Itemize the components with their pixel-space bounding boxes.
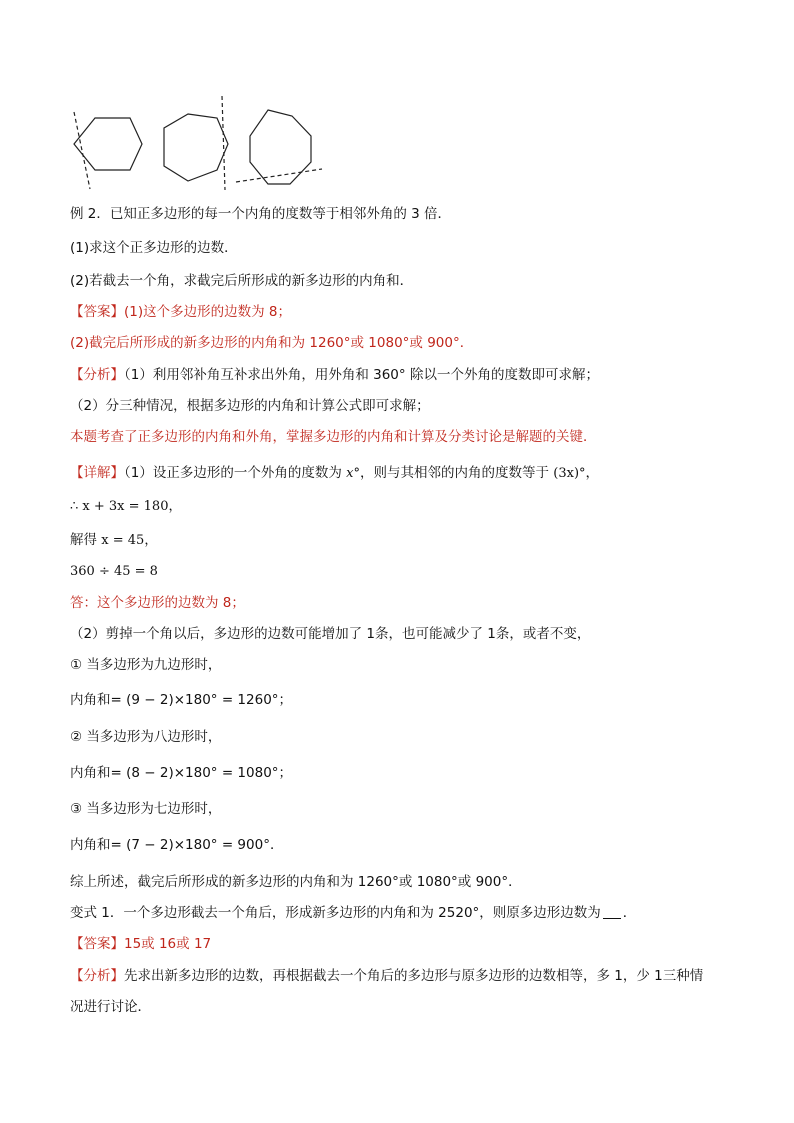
octagon-cut-line [236,169,322,182]
octagon-figure [236,110,322,184]
octagon-shape [250,110,311,184]
summary: 综上所述，截完后所形成的新多边形的内角和为 1260°或 1080°或 900°． [70,874,522,890]
variant1-answer: 15或 16或 17 [124,936,212,952]
example2-answer1-line [70,302,291,322]
detail1-text2: ，则与其相邻的内角的度数等于 [359,465,554,481]
case-3-equation: 内角和= (7 − 2)×180° = 900°． [70,837,284,853]
solve-line [70,530,157,551]
detail1-text: （1）设正多边形的一个外角的度数为 [124,465,347,481]
example2-analysis1-line [70,365,599,385]
variant1-answer-line [70,934,211,954]
answer-tag: 【答案】 [70,304,124,320]
heptagon-shape [164,114,228,181]
analysis-tag: 【分析】 [70,367,124,383]
example2-analysis3: 本题考查了正多边形的内角和外角，掌握多边形的内角和计算及分类讨论是解题的关键． [70,429,597,445]
conclusion-1: 答：这个多边形的边数为 8； [70,595,245,611]
variant1-analysis-tag: 【分析】 [70,968,124,984]
solve-label: 解得 [70,532,102,548]
example2-question: 例 2．已知正多边形的每一个内角的度数等于相邻外角的 3 倍． [70,206,452,222]
analysis1-text: （1）利用邻补角互补求出外角，用外角和 360° 除以一个外角的度数即可求解； [124,367,599,383]
hexagon-cut-line [74,112,90,189]
polygon-cut-figures [60,92,340,194]
example2-detail1-line [70,463,599,484]
solve-value: x = 45， [101,533,158,548]
answer-blank [603,905,621,919]
case-2: ② 当多边形为八边形时， [70,729,222,745]
detail1-variable: x° [346,466,360,481]
answer1-text: (1)这个多边形的边数为 8； [124,304,292,320]
example2-part2: (2)若截去一个角，求截完后所形成的新多边形的内角和． [70,273,414,289]
detail1-expression: (3x)° [553,466,586,481]
case-2-equation: 内角和= (8 − 2)×180° = 1080°； [70,765,293,781]
case-3: ③ 当多边形为七边形时， [70,801,222,817]
variant1-question-end: ． [622,905,637,921]
detail1-end: ， [585,465,600,481]
variant1-analysis-line [70,966,703,986]
variant1-analysis-line2: 况进行讨论． [70,999,151,1015]
variant1-analysis-text: 先求出新多边形的边数，再根据截去一个角后的多边形与原多边形的边数相等，多 1，少 1三种情 [124,968,704,984]
calc-line: 360 ÷ 45 = 8 [70,564,158,579]
case-1: ① 当多边形为九边形时， [70,657,222,673]
hexagon-figure [74,112,142,189]
variant1-answer-tag: 【答案】 [70,936,124,952]
equation-1: ∴ x + 3x = 180， [70,499,182,514]
heptagon-cut-line [222,96,225,190]
case-1-equation: 内角和= (9 − 2)×180° = 1260°； [70,692,293,708]
example2-answer2: (2)截完后所形成的新多边形的内角和为 1260°或 1080°或 900°． [70,335,474,351]
variant1-question [70,903,636,923]
variant1-question-text: 变式 1．一个多边形截去一个角后，形成新多边形的内角和为 2520°，则原多边形边数为 [70,905,601,921]
example2-analysis2: （2）分三种情况，根据多边形的内角和计算公式即可求解； [70,398,430,414]
part2-detail: （2）剪掉一个角以后，多边形的边数可能增加了 1条，也可能减少了 1条，或者不变， [70,626,591,642]
example2-part1: (1)求这个正多边形的边数． [70,240,238,256]
heptagon-figure [164,96,228,190]
detail-tag: 【详解】 [70,465,124,481]
